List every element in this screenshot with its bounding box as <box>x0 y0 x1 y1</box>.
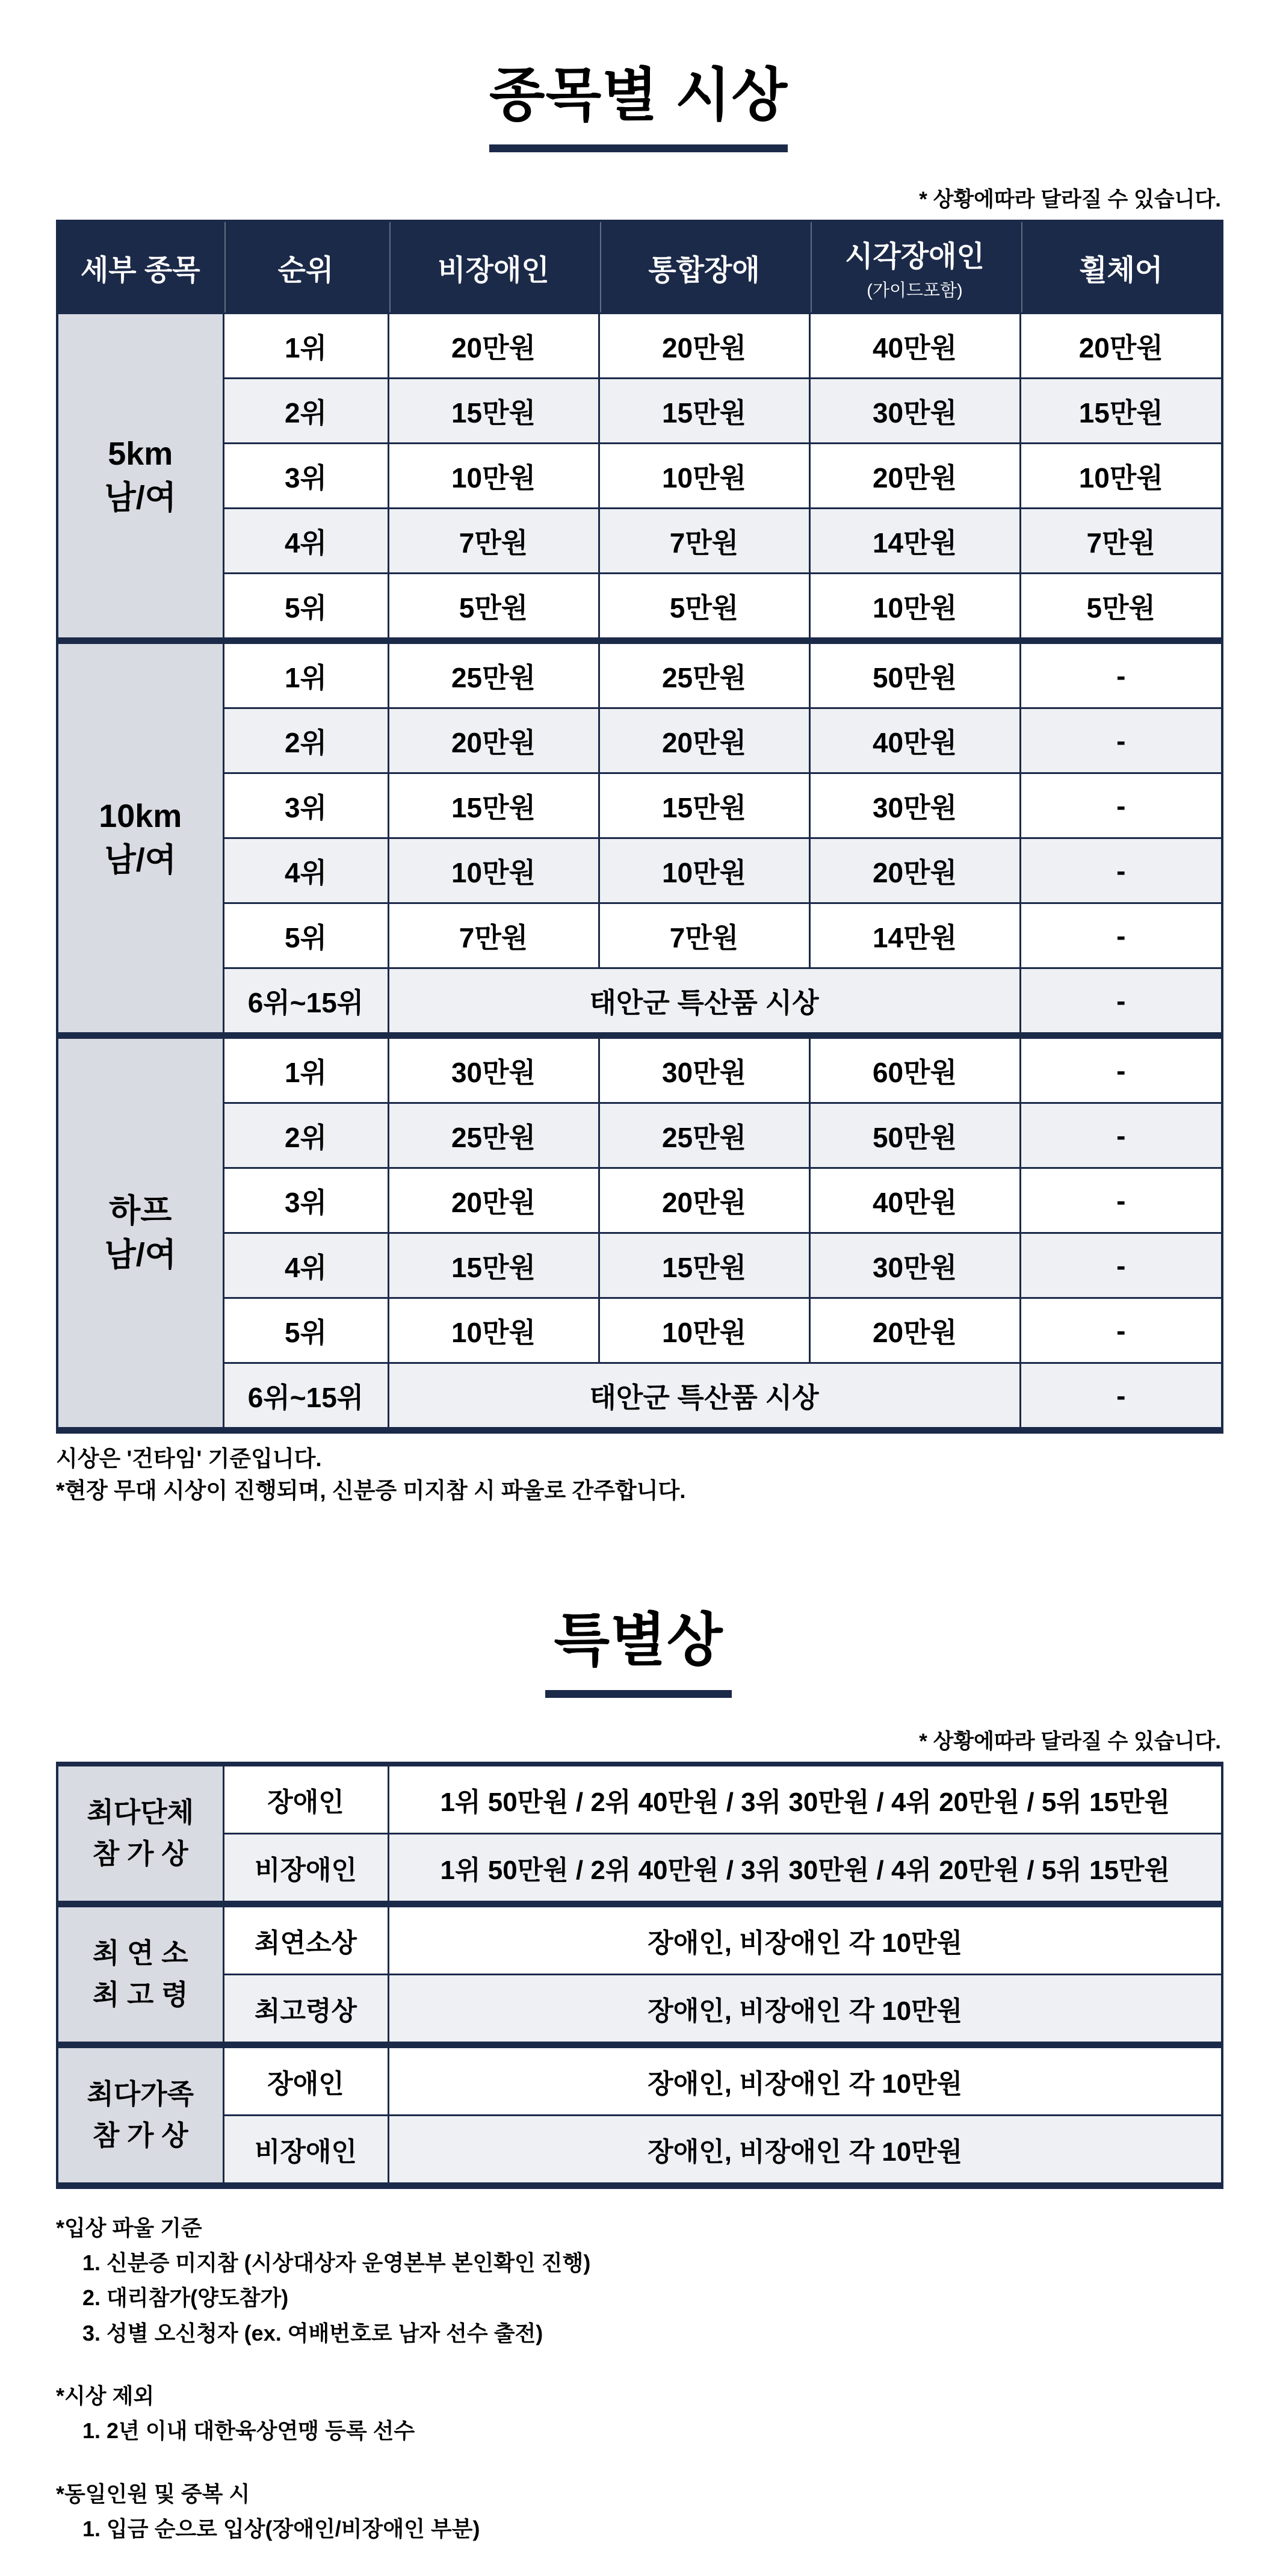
rank-cell: 1위 <box>223 641 388 708</box>
category-cell: 최연소상 <box>223 1904 388 1974</box>
prize-cell: - <box>1020 1233 1222 1298</box>
prize-cell: 7만원 <box>599 509 809 574</box>
section1-footnotes <box>56 1443 1221 1506</box>
table-row <box>57 641 1222 708</box>
event-cell-half <box>57 1036 223 1431</box>
group-cell-most-group <box>57 1764 223 1904</box>
footnote-block-duplicate <box>56 2477 1221 2547</box>
group-label-line: 최다단체 <box>87 1797 194 1828</box>
table-row <box>57 903 1222 968</box>
prize-cell: 10만원 <box>599 1298 809 1363</box>
prize-cell: 25만원 <box>599 641 809 708</box>
prize-cell: 10만원 <box>599 444 809 509</box>
prize-cell: 장애인, 비장애인 각 10만원 <box>388 1904 1222 1974</box>
prize-cell: 7만원 <box>599 903 809 968</box>
prize-cell: 장애인, 비장애인 각 10만원 <box>388 2045 1222 2115</box>
prize-cell: 5만원 <box>599 574 809 641</box>
rank-cell: 2위 <box>223 708 388 773</box>
table-row <box>57 1233 1222 1298</box>
event-gender: 남/여 <box>104 841 176 878</box>
rank-cell: 6위~15위 <box>223 968 388 1036</box>
prize-cell: 15만원 <box>1020 379 1222 444</box>
prize-cell: 30만원 <box>599 1036 809 1103</box>
table-row <box>57 773 1222 838</box>
prize-cell: 7만원 <box>1020 509 1222 574</box>
footnote-head: *입상 파울 기준 <box>56 2215 202 2240</box>
prize-cell: - <box>1020 903 1222 968</box>
section2-footnotes <box>56 2211 1221 2547</box>
col-header-event: 세부 종목 <box>57 221 223 314</box>
rank-cell: 1위 <box>223 1036 388 1103</box>
group-label-line: 최다가족 <box>87 2078 194 2110</box>
prize-cell: 60만원 <box>809 1036 1020 1103</box>
table-row <box>57 1298 1222 1363</box>
rank-cell: 4위 <box>223 509 388 574</box>
category-cell: 장애인 <box>223 2045 388 2115</box>
category-cell: 비장애인 <box>223 1833 388 1904</box>
table-row <box>57 1833 1222 1904</box>
col-header-vision <box>809 221 1020 314</box>
prize-cell: 20만원 <box>809 1298 1020 1363</box>
table-row <box>57 1103 1222 1168</box>
footnote-block-award-exclusion <box>56 2379 1221 2449</box>
category-cell: 비장애인 <box>223 2115 388 2185</box>
rank-cell: 1위 <box>223 314 388 379</box>
col-header-integrated: 통합장애 <box>599 221 809 314</box>
category-cell: 최고령상 <box>223 1974 388 2045</box>
prize-cell: 장애인, 비장애인 각 10만원 <box>388 1974 1222 2045</box>
rank-cell: 5위 <box>223 1298 388 1363</box>
prize-cell: 20만원 <box>388 708 599 773</box>
special-goods-cell: 태안군 특산품 시상 <box>388 968 1020 1036</box>
prize-cell: 장애인, 비장애인 각 10만원 <box>388 2115 1222 2185</box>
prize-cell: 20만원 <box>388 314 599 379</box>
prize-cell: 25만원 <box>599 1103 809 1168</box>
table-row <box>57 968 1222 1036</box>
prize-cell: 25만원 <box>388 641 599 708</box>
prize-cell: 30만원 <box>809 773 1020 838</box>
prize-cell: - <box>1020 1168 1222 1233</box>
prize-cell: 15만원 <box>388 1233 599 1298</box>
prize-cell: 20만원 <box>1020 314 1222 379</box>
table-row <box>57 708 1222 773</box>
prize-cell: 10만원 <box>599 838 809 903</box>
prize-cell: 10만원 <box>1020 444 1222 509</box>
table-row <box>57 1974 1222 2045</box>
section1-title-underline <box>489 144 788 152</box>
prize-cell: 5만원 <box>388 574 599 641</box>
prize-cell: 1위 50만원 / 2위 40만원 / 3위 30만원 / 4위 20만원 / 5위 15만원 <box>388 1764 1222 1834</box>
col-header-vision-label: 시각장애인 <box>845 241 985 273</box>
prize-cell: - <box>1020 641 1222 708</box>
prize-cell: 25만원 <box>388 1103 599 1168</box>
prize-cell: 20만원 <box>599 314 809 379</box>
special-goods-cell: 태안군 특산품 시상 <box>388 1363 1020 1431</box>
event-name: 10km <box>99 798 182 834</box>
prize-cell: 14만원 <box>809 903 1020 968</box>
table-row <box>57 2115 1222 2185</box>
group-label-line: 참 가 상 <box>92 1838 188 1870</box>
prize-cell: - <box>1020 708 1222 773</box>
prize-cell: 10만원 <box>388 838 599 903</box>
footnote-line: 시상은 '건타임' 기준입니다. <box>56 1446 322 1472</box>
rank-cell: 2위 <box>223 379 388 444</box>
category-cell: 장애인 <box>223 1764 388 1834</box>
prize-cell: 7만원 <box>388 509 599 574</box>
table-row <box>57 838 1222 903</box>
section2-title-underline <box>545 1690 732 1698</box>
prize-cell: 10만원 <box>809 574 1020 641</box>
prize-cell: 10만원 <box>388 1298 599 1363</box>
prize-cell: 15만원 <box>388 379 599 444</box>
table-row <box>57 444 1222 509</box>
footnote-head: *시상 제외 <box>56 2383 155 2409</box>
section1-title: 종목별 시상 <box>489 63 788 128</box>
prize-cell: 30만원 <box>388 1036 599 1103</box>
table-row <box>57 379 1222 444</box>
prize-cell: - <box>1020 1298 1222 1363</box>
group-label-line: 최 연 소 <box>92 1937 188 1969</box>
rank-cell: 6위~15위 <box>223 1363 388 1431</box>
prize-cell: 14만원 <box>809 509 1020 574</box>
prize-cell: 15만원 <box>599 1233 809 1298</box>
event-prize-table <box>56 220 1223 1434</box>
section1-note: * 상황에따라 달라질 수 있습니다. <box>919 188 1221 212</box>
footnote-item: 1. 입금 순으로 입상(장애인/비장애인 부분) <box>82 2516 480 2542</box>
prize-cell: 20만원 <box>388 1168 599 1233</box>
prize-cell: 30만원 <box>809 1233 1020 1298</box>
event-cell-5km <box>57 314 223 641</box>
prize-cell: - <box>1020 1103 1222 1168</box>
special-prize-table <box>56 1762 1223 2189</box>
prize-cell: - <box>1020 773 1222 838</box>
prize-cell: - <box>1020 1036 1222 1103</box>
col-header-wheelchair: 휠체어 <box>1020 221 1222 314</box>
event-name: 5km <box>108 436 173 472</box>
prize-cell: - <box>1020 838 1222 903</box>
footnote-item: 2. 대리참가(양도참가) <box>82 2285 289 2311</box>
rank-cell: 4위 <box>223 1233 388 1298</box>
table-row <box>57 314 1222 379</box>
rank-cell: 5위 <box>223 903 388 968</box>
group-label-line: 참 가 상 <box>92 2120 188 2152</box>
rank-cell: 3위 <box>223 444 388 509</box>
table-row <box>57 509 1222 574</box>
footnote-item: 1. 2년 이내 대한육상연맹 등록 선수 <box>82 2418 415 2444</box>
prize-cell: 40만원 <box>809 1168 1020 1233</box>
prize-cell: 20만원 <box>809 444 1020 509</box>
prize-cell: 20만원 <box>599 708 809 773</box>
rank-cell: 3위 <box>223 773 388 838</box>
prize-cell: 50만원 <box>809 641 1020 708</box>
rank-cell: 2위 <box>223 1103 388 1168</box>
table-row <box>57 1168 1222 1233</box>
table-row <box>57 1036 1222 1103</box>
prize-cell: 15만원 <box>388 773 599 838</box>
group-cell-youngest-oldest <box>57 1904 223 2045</box>
group-cell-most-family <box>57 2045 223 2185</box>
prize-cell: 10만원 <box>388 444 599 509</box>
rank-cell: 4위 <box>223 838 388 903</box>
table-row <box>57 1904 1222 1974</box>
prize-cell: 1위 50만원 / 2위 40만원 / 3위 30만원 / 4위 20만원 / 5위 15만원 <box>388 1833 1222 1904</box>
footnote-head: *동일인원 및 중복 시 <box>56 2481 250 2506</box>
footnote-line: *현장 무대 시상이 진행되며, 신분증 미지참 시 파울로 간주합니다. <box>56 1478 686 1503</box>
prize-cell: - <box>1020 968 1222 1036</box>
prize-cell: 15만원 <box>599 379 809 444</box>
col-header-rank: 순위 <box>223 221 388 314</box>
prize-cell: 30만원 <box>809 379 1020 444</box>
event-name: 하프 <box>109 1193 172 1229</box>
footnote-block-foul-criteria <box>56 2211 1221 2351</box>
table-row <box>57 1764 1222 1834</box>
event-cell-10km <box>57 641 223 1036</box>
group-label-line: 최 고 령 <box>92 1979 188 2011</box>
footnote-item: 3. 성별 오신청자 (ex. 여배번호로 남자 선수 출전) <box>82 2320 543 2345</box>
col-header-vision-sublabel: (가이드포함) <box>867 281 963 301</box>
footnote-item: 1. 신분증 미지참 (시상대상자 운영본부 본인확인 진행) <box>82 2250 591 2276</box>
table-row <box>57 574 1222 641</box>
rank-cell: 3위 <box>223 1168 388 1233</box>
section2-title: 특별상 <box>554 1608 723 1673</box>
prize-cell: - <box>1020 1363 1222 1431</box>
header-row <box>57 221 1222 314</box>
table-row <box>57 2045 1222 2115</box>
rank-cell: 5위 <box>223 574 388 641</box>
prize-cell: 20만원 <box>599 1168 809 1233</box>
prize-cell: 40만원 <box>809 708 1020 773</box>
col-header-nondisabled: 비장애인 <box>388 221 599 314</box>
table-row <box>57 1363 1222 1431</box>
event-gender: 남/여 <box>104 1236 176 1273</box>
prize-cell: 15만원 <box>599 773 809 838</box>
prize-cell: 7만원 <box>388 903 599 968</box>
prize-cell: 20만원 <box>809 838 1020 903</box>
event-gender: 남/여 <box>104 479 176 516</box>
section2-note: * 상황에따라 달라질 수 있습니다. <box>919 1729 1221 1753</box>
prize-cell: 40만원 <box>809 314 1020 379</box>
prize-cell: 5만원 <box>1020 574 1222 641</box>
prize-cell: 50만원 <box>809 1103 1020 1168</box>
